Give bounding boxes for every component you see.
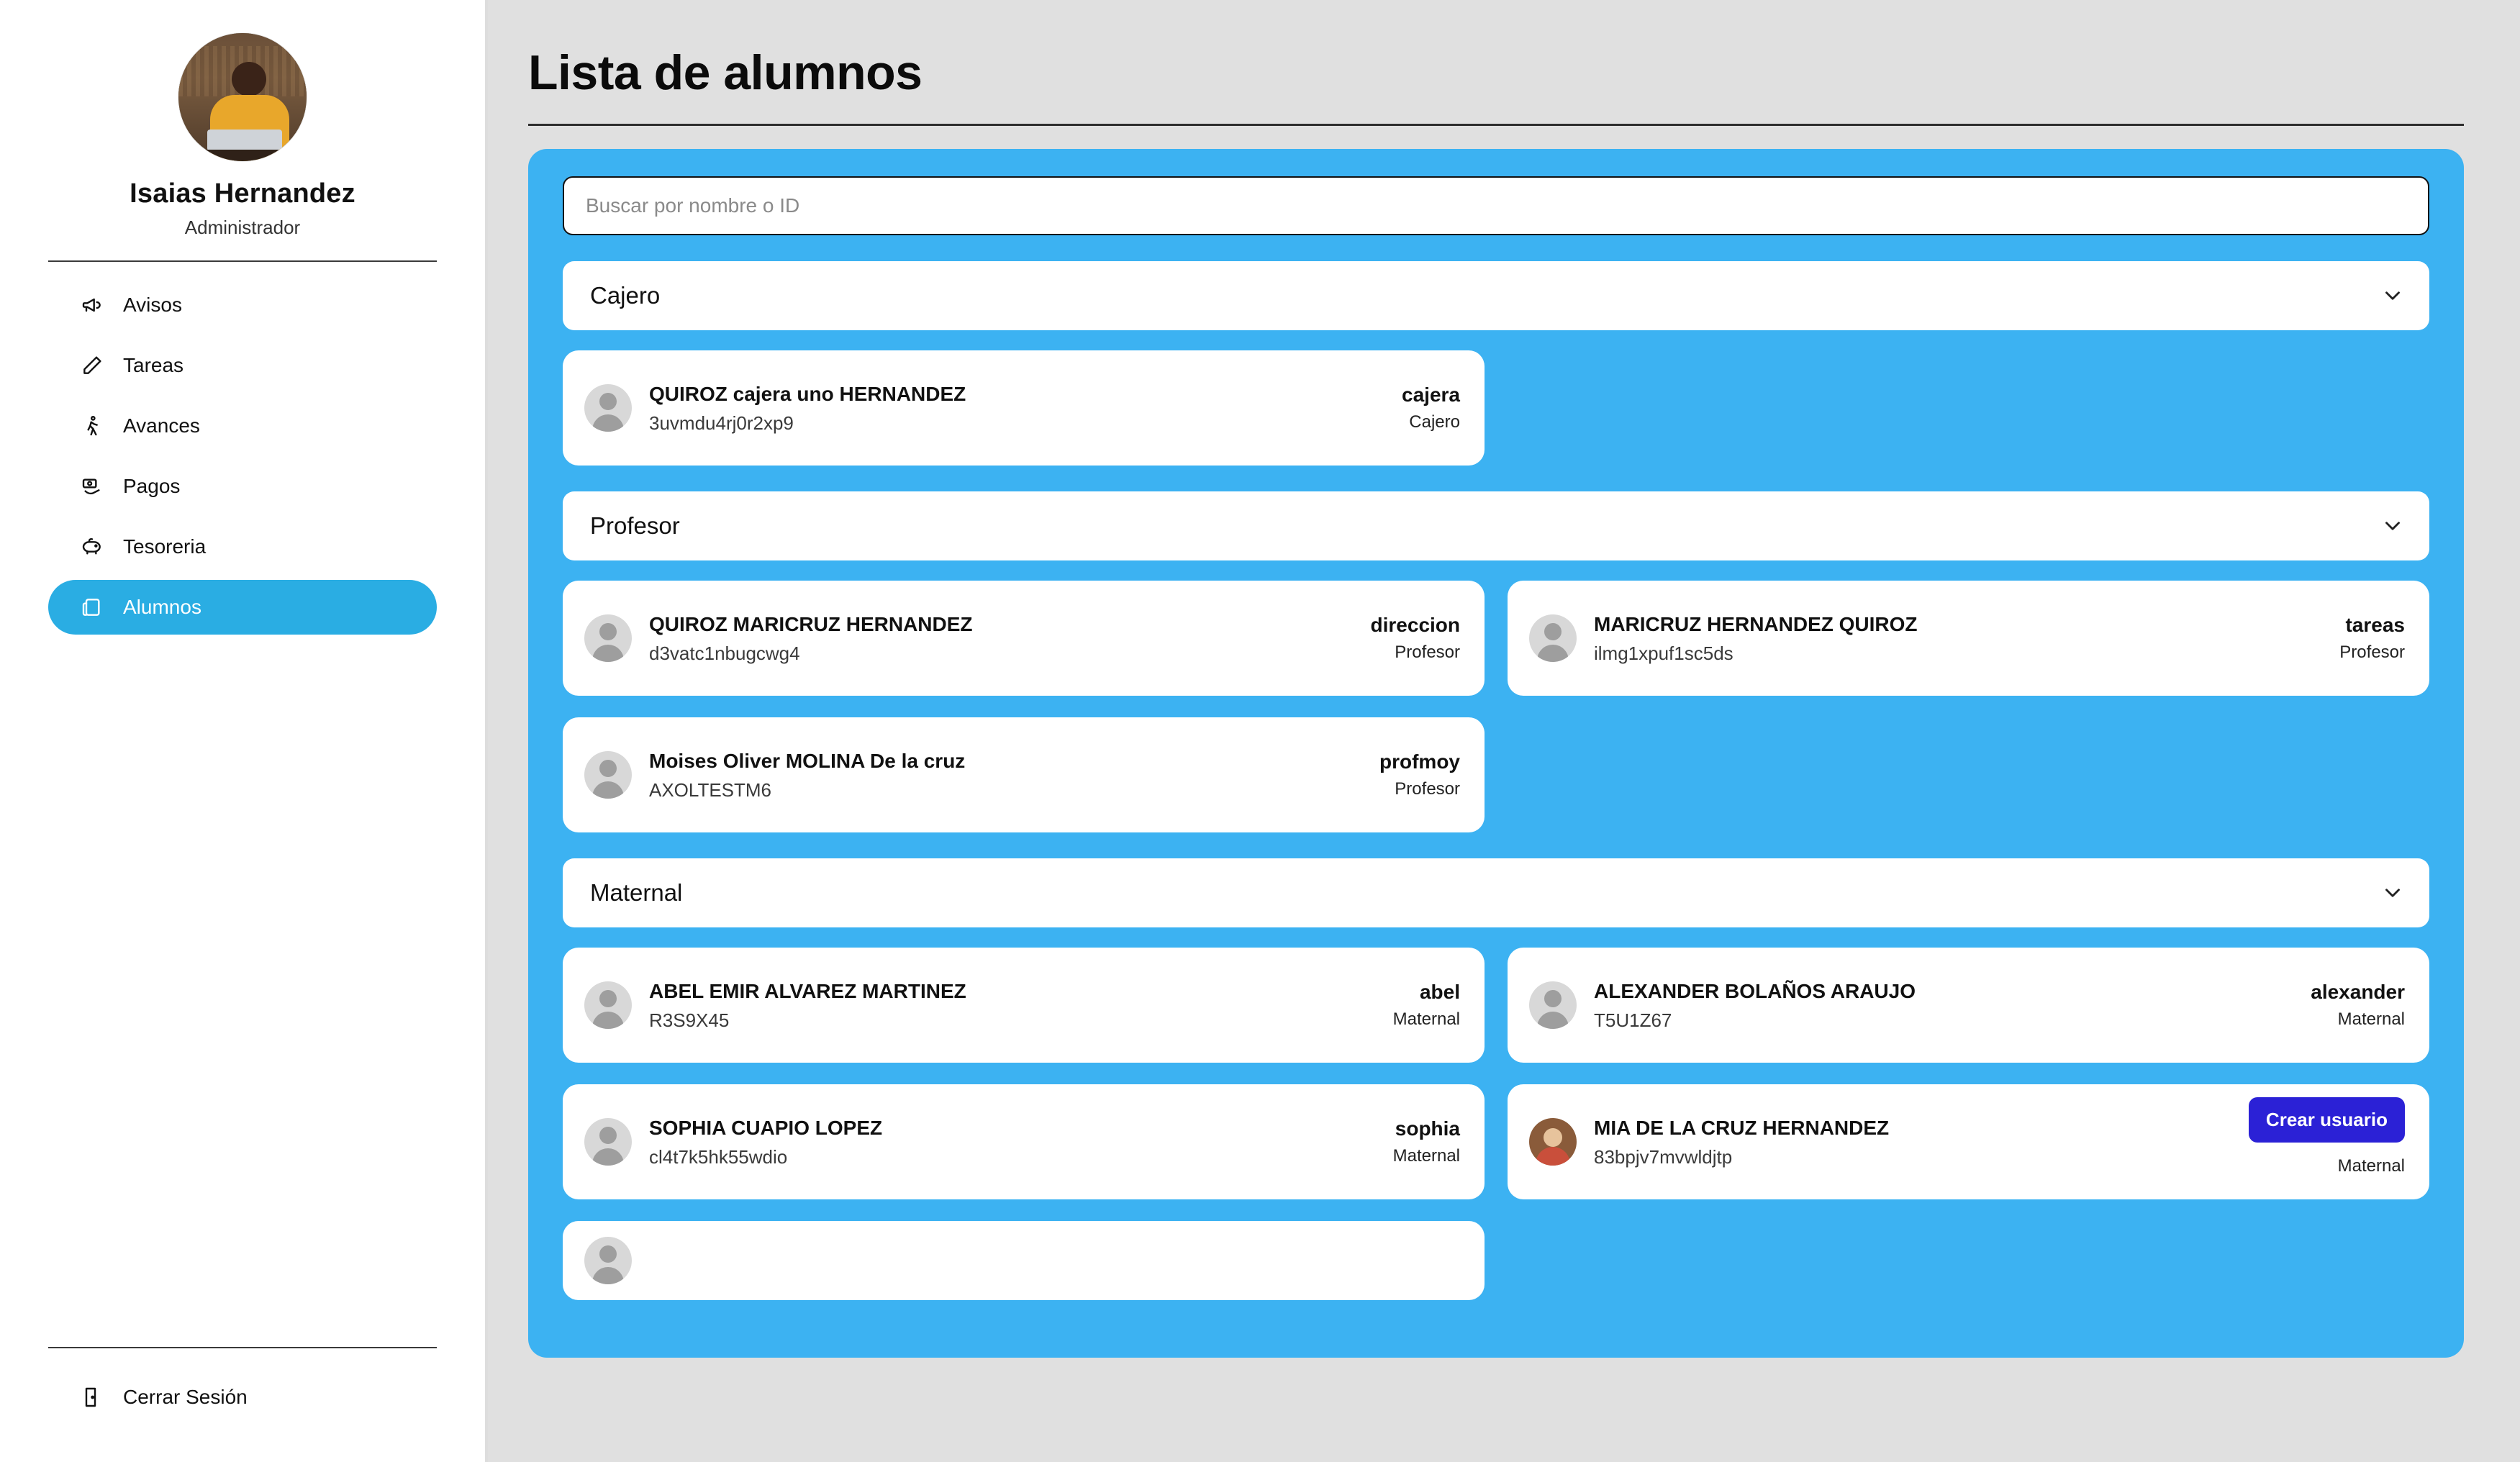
user-alias: sophia [1395, 1117, 1460, 1140]
user-card[interactable] [563, 581, 1485, 696]
user-id: 3uvmdu4rj0r2xp9 [649, 412, 794, 434]
card-stack-icon [80, 595, 104, 619]
group-header-profesor[interactable] [563, 491, 2429, 560]
search-input[interactable] [586, 194, 2406, 217]
main-content [488, 0, 2520, 1462]
user-id: T5U1Z67 [1594, 1009, 1672, 1031]
walking-person-icon [80, 414, 104, 438]
group-header-maternal[interactable] [563, 858, 2429, 927]
sidebar-item-label: Tareas [123, 354, 184, 376]
user-alias: abel [1419, 981, 1460, 1003]
exit-door-icon [80, 1385, 104, 1409]
students-panel [528, 149, 2464, 1358]
group-label: Profesor [590, 512, 680, 539]
logout-label: Cerrar Sesión [123, 1386, 248, 1408]
user-card-partial[interactable] [563, 1221, 1485, 1300]
group-cards-maternal [563, 948, 2429, 1300]
user-role: Maternal [2337, 1009, 2405, 1029]
avatar-laptop [207, 130, 282, 151]
title-divider [528, 124, 2464, 126]
default-avatar-icon [584, 384, 632, 432]
page-title: Lista de alumnos [528, 45, 923, 100]
user-name: QUIROZ cajera uno HERNANDEZ [649, 383, 966, 405]
sidebar-item-tareas[interactable] [48, 338, 437, 393]
create-user-button[interactable]: Crear usuario [2249, 1097, 2405, 1143]
user-info [649, 979, 966, 1032]
sidebar-item-avances[interactable] [48, 399, 437, 453]
default-avatar-icon [584, 1237, 632, 1284]
user-name: ALEXANDER BOLAÑOS ARAUJO [1594, 980, 1916, 1002]
user-meta [1371, 614, 1460, 663]
user-name: QUIROZ MARICRUZ HERNANDEZ [649, 613, 973, 635]
user-name: ABEL EMIR ALVAREZ MARTINEZ [649, 980, 966, 1002]
user-meta [2311, 981, 2405, 1030]
logout-button[interactable] [48, 1370, 437, 1425]
user-card[interactable] [563, 1084, 1485, 1199]
sidebar-item-label: Pagos [123, 475, 181, 497]
chevron-down-icon[interactable] [2380, 283, 2405, 308]
user-alias: tareas [2345, 614, 2405, 636]
user-card[interactable] [1508, 948, 2429, 1063]
user-info [649, 612, 973, 665]
user-meta [1379, 750, 1460, 799]
group-label: Cajero [590, 282, 661, 309]
search-box[interactable] [563, 176, 2429, 235]
user-alias: alexander [2311, 981, 2405, 1003]
user-role: Profesor [1395, 779, 1460, 799]
profile-name: Isaias Hernandez [130, 178, 355, 209]
group-cards-profesor [563, 581, 2429, 832]
user-name: Moises Oliver MOLINA De la cruz [649, 750, 966, 772]
sidebar-footer [0, 1347, 485, 1462]
money-hand-icon [80, 474, 104, 499]
sidebar-divider [48, 260, 437, 262]
user-info [1594, 612, 1918, 665]
user-id: AXOLTESTM6 [649, 779, 772, 801]
sidebar-item-avisos[interactable] [48, 278, 437, 332]
sidebar-item-label: Tesoreria [123, 535, 207, 558]
photo-avatar-icon [1529, 1118, 1577, 1166]
sidebar-item-label: Alumnos [123, 596, 201, 618]
user-role: Maternal [2337, 1156, 2405, 1176]
user-meta [1393, 1117, 1460, 1166]
user-info [649, 748, 965, 802]
default-avatar-icon [584, 614, 632, 662]
user-name: SOPHIA CUAPIO LOPEZ [649, 1117, 883, 1139]
user-id: 83bpjv7mvwldjtp [1594, 1146, 1733, 1168]
user-card[interactable] [563, 717, 1485, 832]
user-info [1594, 979, 1916, 1032]
user-name: MARICRUZ HERNANDEZ QUIROZ [1594, 613, 1918, 635]
chevron-down-icon[interactable] [2380, 514, 2405, 538]
user-id: ilmg1xpuf1sc5ds [1594, 643, 1733, 664]
user-meta [1393, 981, 1460, 1030]
sidebar-item-tesoreria[interactable] [48, 519, 437, 574]
user-role: Profesor [1395, 643, 1460, 662]
sidebar-item-alumnos[interactable] [48, 580, 437, 635]
group-label: Maternal [590, 879, 683, 906]
user-card[interactable] [563, 948, 1485, 1063]
avatar-head [232, 62, 266, 96]
user-info [649, 381, 966, 435]
user-info [649, 1115, 882, 1168]
sidebar-item-label: Avances [123, 414, 200, 437]
pencil-icon [80, 353, 104, 378]
piggy-bank-icon [80, 535, 104, 559]
sidebar-nav [0, 278, 485, 635]
user-role: Profesor [2339, 643, 2405, 662]
megaphone-icon [80, 293, 104, 317]
profile-role: Administrador [184, 217, 301, 238]
user-id: d3vatc1nbugcwg4 [649, 643, 800, 664]
user-card[interactable] [563, 350, 1485, 466]
user-id: R3S9X45 [649, 1009, 730, 1031]
default-avatar-icon [584, 751, 632, 799]
user-meta [1402, 383, 1460, 432]
user-meta [2339, 614, 2405, 663]
avatar-desk [178, 150, 307, 161]
group-cards-cajero [563, 350, 2429, 466]
group-header-cajero[interactable] [563, 261, 2429, 330]
user-role: Maternal [1392, 1009, 1460, 1029]
sidebar-item-label: Avisos [123, 294, 182, 316]
default-avatar-icon [584, 981, 632, 1029]
user-alias: profmoy [1379, 750, 1460, 773]
default-avatar-icon [1529, 981, 1577, 1029]
user-role: Maternal [1392, 1146, 1460, 1166]
avatar [178, 33, 307, 161]
sidebar [0, 0, 488, 1462]
user-alias: cajera [1402, 383, 1460, 406]
user-id: cl4t7k5hk55wdio [649, 1146, 788, 1168]
user-name: MIA DE LA CRUZ HERNANDEZ [1594, 1117, 1890, 1139]
default-avatar-icon [584, 1118, 632, 1166]
default-avatar-icon [1529, 614, 1577, 662]
user-info [1594, 1115, 1889, 1168]
chevron-down-icon[interactable] [2380, 881, 2405, 905]
user-card[interactable] [1508, 581, 2429, 696]
sidebar-footer-divider [48, 1347, 437, 1348]
user-alias: direccion [1370, 614, 1460, 636]
user-role: Cajero [1409, 412, 1460, 432]
user-card[interactable] [1508, 1084, 2429, 1199]
sidebar-item-pagos[interactable] [48, 459, 437, 514]
